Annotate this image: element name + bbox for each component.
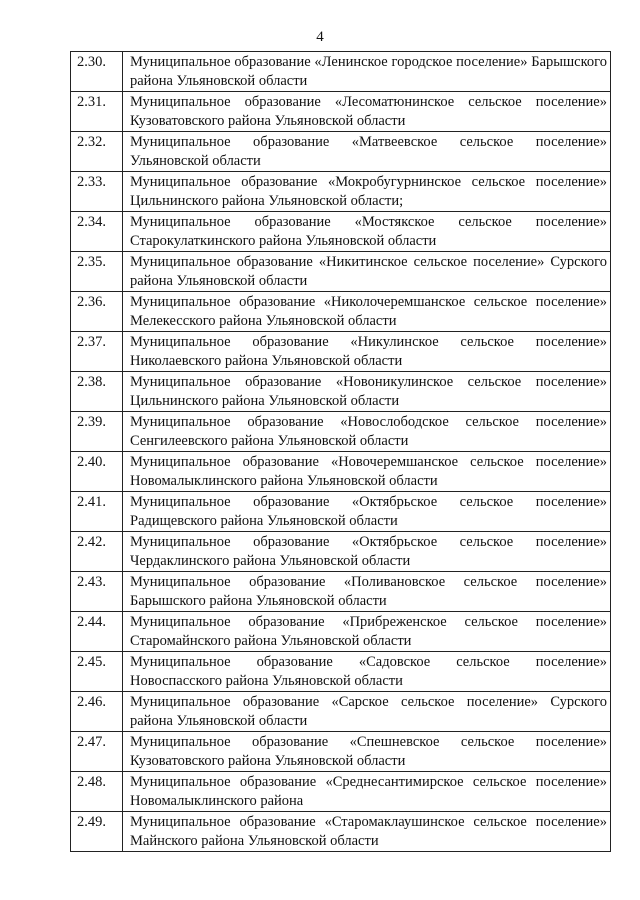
municipalities-table xyxy=(70,51,611,852)
row-text: Муниципальное образование «Октябрьское сельское поселение» Радищевского района Ульяновской области xyxy=(123,492,611,532)
row-text: Муниципальное образование «Матвеевское сельское поселение» Ульяновской области xyxy=(123,132,611,172)
row-number: 2.33. xyxy=(71,172,123,212)
row-number: 2.36. xyxy=(71,292,123,332)
row-text: Муниципальное образование «Садовское сельское поселение» Новоспасского района Ульяновской области xyxy=(123,652,611,692)
table-row xyxy=(71,212,611,252)
table-row xyxy=(71,372,611,412)
row-number: 2.40. xyxy=(71,452,123,492)
table-row xyxy=(71,612,611,652)
row-number: 2.42. xyxy=(71,532,123,572)
row-text: Муниципальное образование «Николочеремшанское сельское поселение» Мелекесского района Ульяновской области xyxy=(123,292,611,332)
row-text: Муниципальное образование «Ленинское городское поселение» Барышского района Ульяновской области xyxy=(123,52,611,92)
row-number: 2.30. xyxy=(71,52,123,92)
page-number: 4 xyxy=(316,29,324,45)
row-number: 2.39. xyxy=(71,412,123,452)
row-text: Муниципальное образование «Новоникулинское сельское поселение» Цильнинского района Ульяновской области xyxy=(123,372,611,412)
table-row xyxy=(71,532,611,572)
row-text: Муниципальное образование «Мокробугурнинское сельское поселение» Цильнинского района Ульяновской области; xyxy=(123,172,611,212)
row-text: Муниципальное образование «Старомаклаушинское сельское поселение» Майнского района Ульяновской области xyxy=(123,812,611,852)
row-text: Муниципальное образование «Прибреженское сельское поселение» Старомайнского района Ульяновской области xyxy=(123,612,611,652)
row-number: 2.41. xyxy=(71,492,123,532)
table-row xyxy=(71,172,611,212)
table-row xyxy=(71,772,611,812)
table-body xyxy=(71,52,611,852)
table-row xyxy=(71,332,611,372)
row-number: 2.37. xyxy=(71,332,123,372)
row-number: 2.43. xyxy=(71,572,123,612)
row-text: Муниципальное образование «Сарское сельское поселение» Сурского района Ульяновской области xyxy=(123,692,611,732)
table-row xyxy=(71,572,611,612)
row-number: 2.38. xyxy=(71,372,123,412)
row-text: Муниципальное образование «Лесоматюнинское сельское поселение» Кузоватовского района Ульяновской области xyxy=(123,92,611,132)
table-row xyxy=(71,292,611,332)
table-row xyxy=(71,252,611,292)
table-row xyxy=(71,732,611,772)
table-row xyxy=(71,812,611,852)
table-row xyxy=(71,132,611,172)
table-row xyxy=(71,652,611,692)
row-text: Муниципальное образование «Никулинское сельское поселение» Николаевского района Ульяновской области xyxy=(123,332,611,372)
row-number: 2.49. xyxy=(71,812,123,852)
row-number: 2.44. xyxy=(71,612,123,652)
row-text: Муниципальное образование «Среднесантимирское сельское поселение» Новомалыклинского района xyxy=(123,772,611,812)
table-row xyxy=(71,92,611,132)
table-row xyxy=(71,52,611,92)
row-text: Муниципальное образование «Новослободское сельское поселение» Сенгилеевского района Ульяновской области xyxy=(123,412,611,452)
table-row xyxy=(71,492,611,532)
table-row xyxy=(71,412,611,452)
row-number: 2.46. xyxy=(71,692,123,732)
row-text: Муниципальное образование «Новочеремшанское сельское поселение» Новомалыклинского района Ульяновской области xyxy=(123,452,611,492)
row-number: 2.35. xyxy=(71,252,123,292)
row-text: Муниципальное образование «Поливановское сельское поселение» Барышского района Ульяновской области xyxy=(123,572,611,612)
row-text: Муниципальное образование «Октябрьское сельское поселение» Чердаклинского района Ульяновской области xyxy=(123,532,611,572)
row-number: 2.34. xyxy=(71,212,123,252)
row-number: 2.32. xyxy=(71,132,123,172)
row-number: 2.48. xyxy=(71,772,123,812)
row-number: 2.31. xyxy=(71,92,123,132)
row-text: Муниципальное образование «Никитинское сельское поселение» Сурского района Ульяновской области xyxy=(123,252,611,292)
table-row xyxy=(71,452,611,492)
row-number: 2.45. xyxy=(71,652,123,692)
row-text: Муниципальное образование «Мостякское сельское поселение» Старокулаткинского района Ульяновской области xyxy=(123,212,611,252)
row-text: Муниципальное образование «Спешневское сельское поселение» Кузоватовского района Ульяновской области xyxy=(123,732,611,772)
table-row xyxy=(71,692,611,732)
row-number: 2.47. xyxy=(71,732,123,772)
